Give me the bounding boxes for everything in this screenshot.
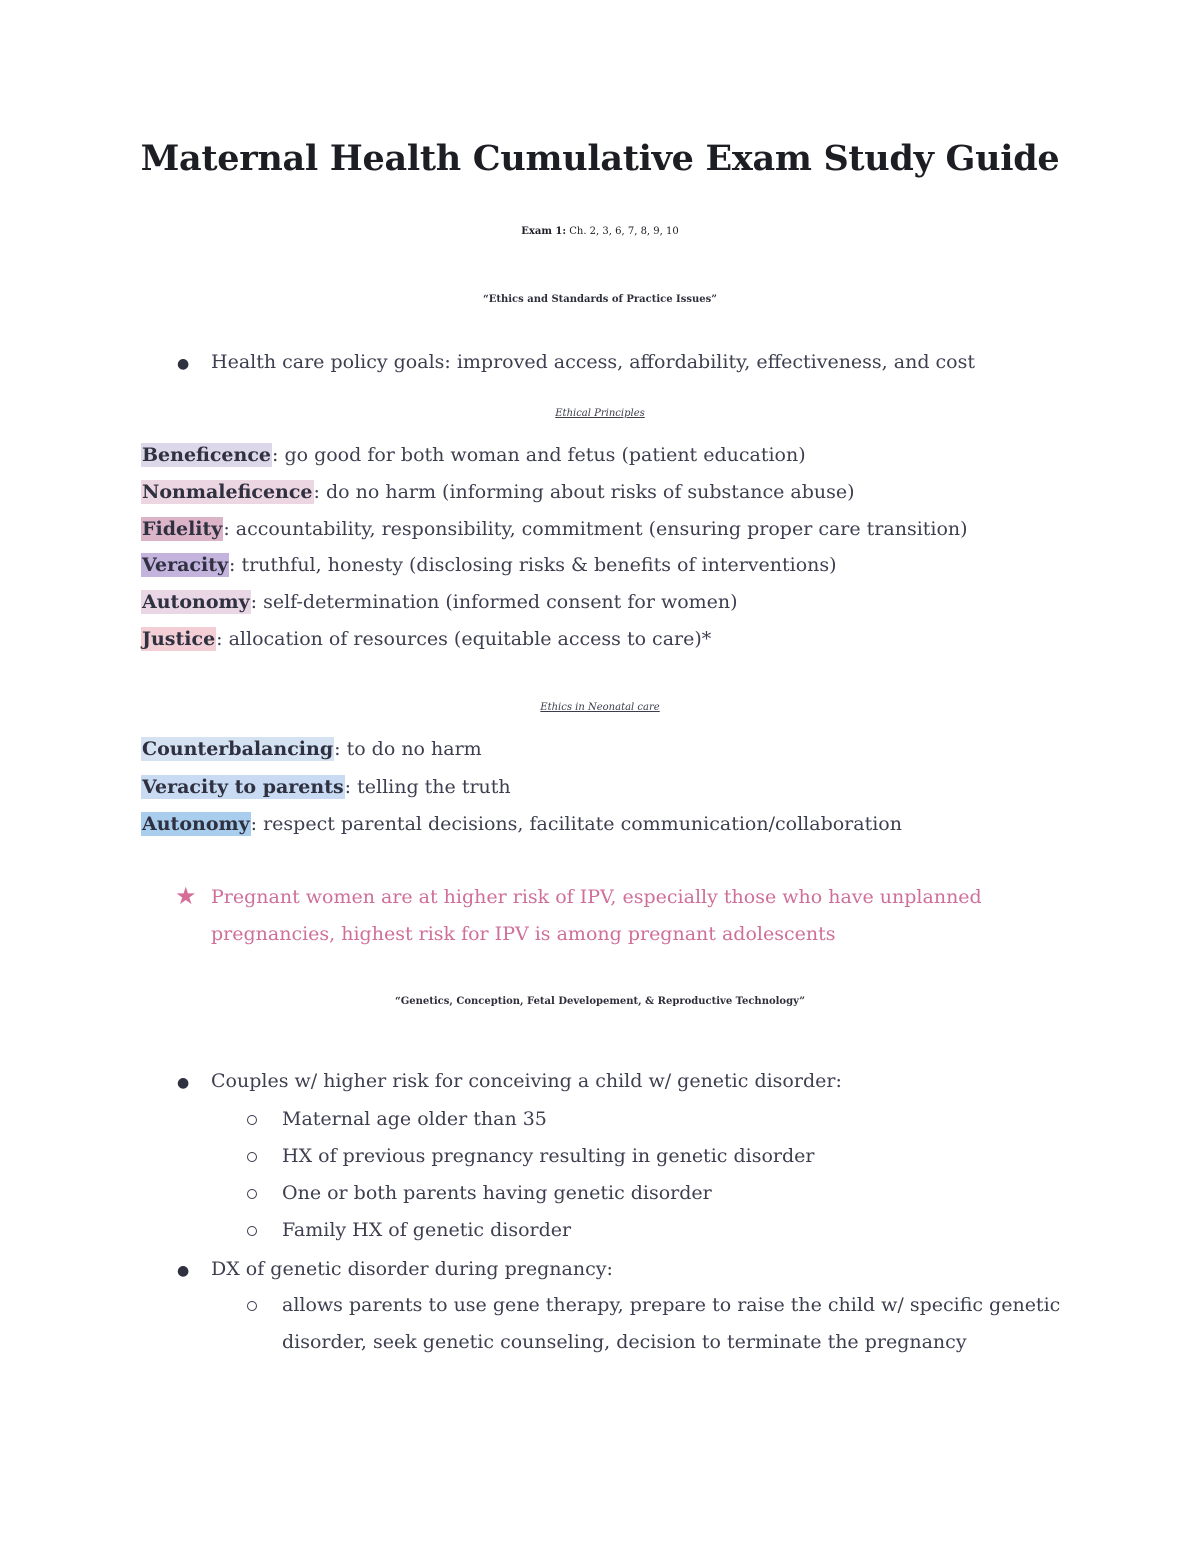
neonatal-desc: : telling the truth (344, 776, 511, 798)
ethical-principles-heading: Ethical Principles (555, 408, 645, 419)
principle-desc: : accountability, responsibility, commitment (ensuring proper care transition) (223, 518, 968, 540)
circle-bullet-icon (247, 1115, 257, 1125)
principle-desc: : do no harm (informing about risks of substance abuse) (313, 481, 855, 503)
dx-item-line-1: allows parents to use gene therapy, prepare to raise the child w/ specific genetic (282, 1294, 1061, 1316)
principle-beneficence (141, 444, 806, 466)
neonatal-counterbalancing (141, 738, 482, 760)
neonatal-term: Veracity to parents (142, 776, 344, 798)
principle-term: Nonmaleficence (142, 481, 313, 503)
principle-nonmaleficence (141, 481, 855, 503)
circle-bullet-icon (247, 1189, 257, 1199)
neonatal-desc: : to do no harm (334, 738, 482, 760)
circle-bullet-icon (247, 1152, 257, 1162)
section-ethics-title: “Ethics and Standards of Practice Issues” (482, 294, 718, 305)
principle-term: Fidelity (142, 518, 223, 540)
neonatal-term: Autonomy (142, 813, 250, 835)
principle-desc: : self-determination (informed consent for women) (250, 591, 738, 613)
dx-item-line-2: disorder, seek genetic counseling, decision to terminate the pregnancy (282, 1331, 967, 1353)
bullet-dot: ● (177, 1263, 190, 1279)
bullet-dot: ● (177, 356, 190, 372)
policy-goals-text: Health care policy goals: improved access, affordability, effectiveness, and cost (211, 351, 975, 373)
exam-label: Exam 1: (521, 226, 567, 237)
principle-term: Justice (142, 628, 216, 650)
exam-chapters: Ch. 2, 3, 6, 7, 8, 9, 10 (569, 226, 679, 237)
bullet-dot: ● (177, 1075, 190, 1091)
risk-item: One or both parents having genetic disorder (282, 1182, 712, 1204)
principle-term: Veracity (142, 554, 229, 576)
genetic-risk-bullet: Couples w/ higher risk for conceiving a child w/ genetic disorder: (211, 1070, 842, 1092)
principle-fidelity (141, 518, 968, 540)
neonatal-term: Counterbalancing (142, 738, 334, 760)
principle-term: Beneficence (142, 444, 271, 466)
ipv-note-line-1: Pregnant women are at higher risk of IPV, especially those who have unplanned (211, 886, 982, 908)
exam-heading (0, 226, 1200, 237)
ipv-note-line-2: pregnancies, highest risk for IPV is among pregnant adolescents (211, 923, 836, 945)
risk-item: Family HX of genetic disorder (282, 1219, 572, 1241)
star-icon: ★ (175, 882, 197, 910)
principle-justice (141, 628, 711, 650)
principle-autonomy (141, 591, 738, 613)
principle-desc: : go good for both woman and fetus (patient education) (272, 444, 806, 466)
risk-item: HX of previous pregnancy resulting in genetic disorder (282, 1145, 815, 1167)
neonatal-ethics-heading: Ethics in Neonatal care (540, 702, 660, 713)
page-title: Maternal Health Cumulative Exam Study Guide (140, 138, 1060, 179)
risk-item: Maternal age older than 35 (282, 1108, 547, 1130)
principle-veracity (141, 554, 837, 576)
neonatal-desc: : respect parental decisions, facilitate communication/collaboration (250, 813, 902, 835)
principle-desc: : truthful, honesty (disclosing risks & benefits of interventions) (229, 554, 837, 576)
circle-bullet-icon (247, 1226, 257, 1236)
principle-term: Autonomy (142, 591, 250, 613)
section-genetics-title: “Genetics, Conception, Fetal Developement, & Reproductive Technology” (394, 996, 806, 1007)
principle-desc: : allocation of resources (equitable access to care)* (216, 628, 712, 650)
neonatal-autonomy (141, 813, 902, 835)
circle-bullet-icon (247, 1301, 257, 1311)
neonatal-veracity (141, 776, 511, 798)
dx-genetic-bullet: DX of genetic disorder during pregnancy: (211, 1258, 613, 1280)
